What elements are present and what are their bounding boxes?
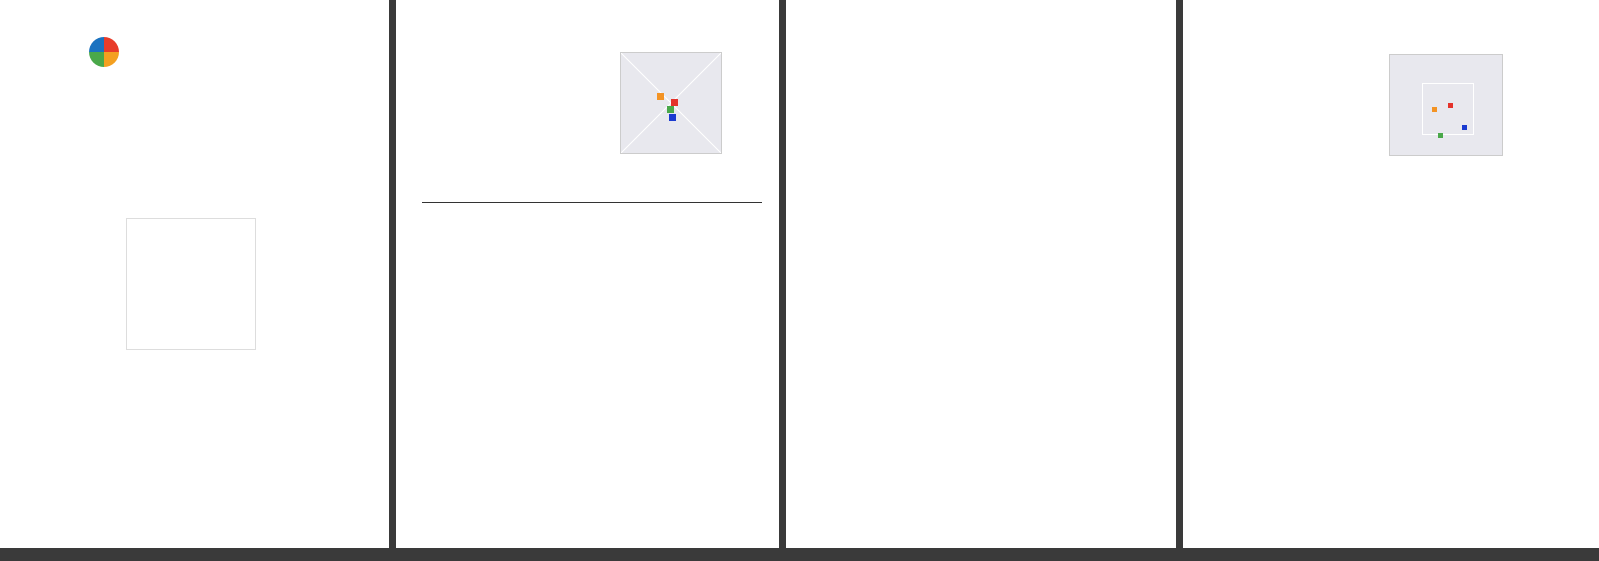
member-marker — [667, 106, 674, 113]
strategy-scale — [1279, 258, 1475, 278]
contribution-table-header — [422, 192, 762, 203]
workchain-page — [786, 0, 1176, 548]
member-marker — [1448, 103, 1453, 108]
profile-page — [396, 0, 779, 548]
member-marker — [669, 114, 676, 121]
member-marker — [1438, 133, 1443, 138]
consensus-page — [1183, 0, 1599, 548]
facet-dot-grid — [126, 218, 256, 350]
member-marker — [657, 93, 664, 100]
logo-circle — [89, 37, 119, 67]
emotion-scale — [1279, 428, 1475, 448]
member-marker — [1462, 125, 1467, 130]
member-marker — [1432, 107, 1437, 112]
orientation-plot — [620, 52, 722, 154]
member-marker — [671, 99, 678, 106]
orientation-plot — [1389, 54, 1503, 156]
cover-page — [0, 0, 389, 548]
